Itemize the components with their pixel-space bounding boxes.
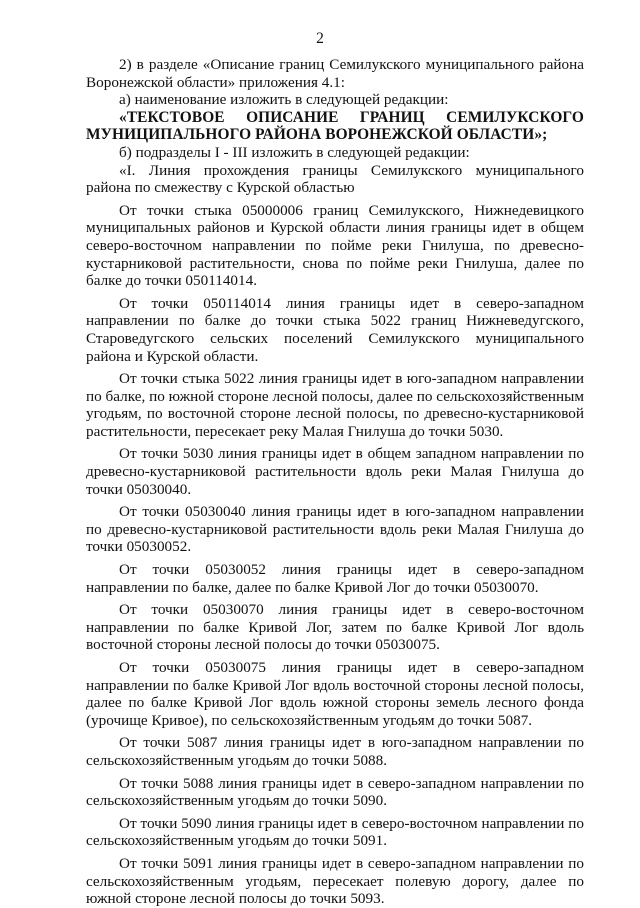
paragraph-boundary-6: От точки 05030052 линия границы идет в северо-западном направлении по балке, далее по балке Кривой Лог до точки 05030070. (86, 561, 584, 596)
page-number: 2 (316, 30, 324, 47)
paragraph-item-b: б) подразделы I - III изложить в следующей редакции: (119, 143, 470, 161)
paragraph-boundary-5: От точки 05030040 линия границы идет в юго-западном направлении по древесно-кустарниковой растительности вдоль реки Малая Гнилуша до точки 05030052. (86, 503, 584, 556)
paragraph-boundary-12: От точки 5091 линия границы идет в северо-западном направлении по сельскохозяйственным угодьям, пересекает полевую дорогу, далее по южной стороне лесной полосы до точки 5093. (86, 854, 584, 908)
paragraph-boundary-9: От точки 5087 линия границы идет в юго-западном направлении по сельскохозяйственным угодьям до точки 5088. (86, 734, 584, 769)
paragraph-boundary-7: От точки 05030070 линия границы идет в северо-восточном направлении по балке Кривой Лог, затем по балке Кривой Лог вдоль восточной стороны лесной полосы до точки 05030075. (86, 601, 584, 654)
paragraph-boundary-4: От точки 5030 линия границы идет в общем западном направлении по древесно-кустарниковой растительности вдоль реки Малая Гнилуша до точки 05030040. (86, 445, 584, 498)
document-body (86, 56, 584, 908)
paragraph-section-2-intro: 2) в разделе «Описание границ Семилукского муниципального района Воронежской области» приложения 4.1: (86, 56, 584, 91)
paragraph-boundary-8: От точки 05030075 линия границы идет в северо-западном направлении по балке Кривой Лог вдоль восточной стороны лесной полосы, далее по балке Кривой Лог вдоль южной стороны земель лесного фонда (урочище Кривое), по сельскохозяйственным угодьям до точки 5087. (86, 659, 584, 729)
subsection-title-1: «I. Линия прохождения границы Семилукского муниципального района по смежеству с Курской областью (86, 161, 584, 197)
paragraph-boundary-3: От точки стыка 5022 линия границы идет в юго-западном направлении по балке, по южной стороне лесной полосы, далее по сельскохозяйственным угодьям, по восточной стороне лесной полосы, по древесно-кустарниковой растительности, пересекает реку Малая Гнилуша до точки 5030. (86, 370, 584, 440)
paragraph-item-a: а) наименование изложить в следующей редакции: (119, 91, 449, 109)
bold-heading-title: «ТЕКСТОВОЕ ОПИСАНИЕ ГРАНИЦ СЕМИЛУКСКОГО МУНИЦИПАЛЬНОГО РАЙОНА ВОРОНЕЖСКОЙ ОБЛАСТИ»; (86, 108, 584, 144)
paragraph-boundary-10: От точки 5088 линия границы идет в северо-западном направлении по сельскохозяйственным угодьям до точки 5090. (86, 774, 584, 810)
paragraph-boundary-2: От точки 050114014 линия границы идет в северо-западном направлении по балке до точки стыка 5022 границ Нижневедугского, Староведугского сельских поселений Семилукского муниципального района и Курской области. (86, 294, 584, 365)
paragraph-boundary-1: От точки стыка 05000006 границ Семилукского, Нижнедевицкого муниципальных районов и Курской области линия границы идет в общем северо-восточном направлении по пойме реки Гнилуша, по древесно-кустарниковой растительности, снова по пойме реки Гнилуша, далее по балке до точки 050114014. (86, 201, 584, 290)
paragraph-boundary-11: От точки 5090 линия границы идет в северо-восточном направлении по сельскохозяйственным угодьям до точки 5091. (86, 814, 584, 850)
